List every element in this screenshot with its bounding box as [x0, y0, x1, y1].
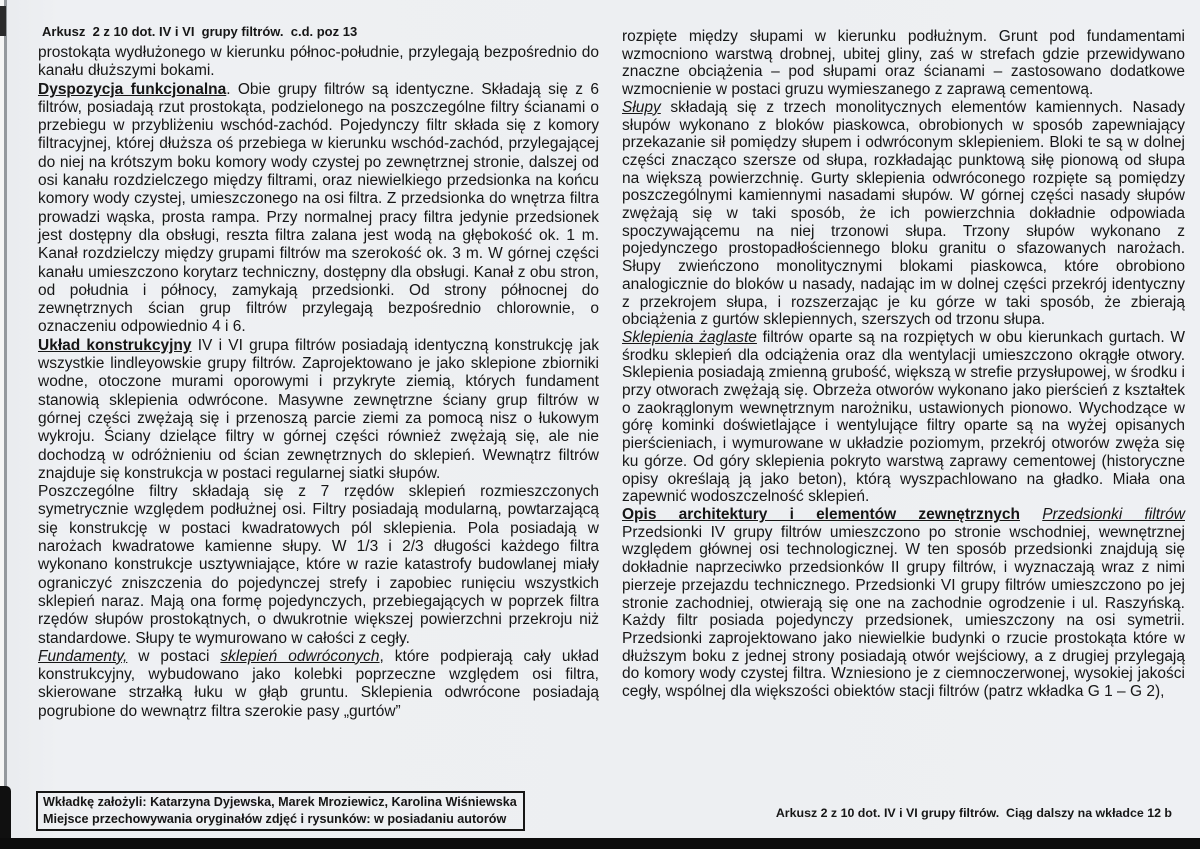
paragraph — [38, 648, 599, 721]
inline-heading: sklepień odwróconych — [220, 647, 380, 665]
body-text: składają się z trzech monolitycznych elementów kamiennych. Nasady słupów wykonano z bloków piaskowca, obrobionych w sposób zapewniający przekazanie sił pomiędzy słupem i odwróconym sklepieniem. Bloki te są w dolnej części znacząco szersze od słupa, rozkładając punktową siłę pionową od słupa na większą powierzchnię. Gurty sklepienia odwróconego rozpięte są pomiędzy poszczególnymi kamiennymi nasadami słupów. W górnej części nasady słupów zwężają się w taki sposób, że ich powierzchnia dokładnie odpowiada spoczywającemu na niej trzonowi słupa. Trzony słupów wykonano z pojedynczego prostopadłościennego bloku granitu o sfazowanych narożach. Słupy zwieńczono monolitycznymi blokami piaskowca, które obrobiono analogicznie do bloków u nasady, nadając im w dolnej części przekrój identyczny z przekrojem słupa, i rozszerzając je ku górze w taki sposób, że zbierają obciążenia z gurtów sklepiennych, szerszych od trzonu słupa. — [622, 98, 1185, 329]
inline-heading: Sklepienia żaglaste — [622, 328, 757, 346]
paragraph — [38, 44, 599, 81]
sheet-footer: Arkusz 2 z 10 dot. IV i VI grupy filtrów. Ciąg dalszy na wkładce 12 b — [775, 806, 1172, 820]
sheet-header: Arkusz 2 z 10 dot. IV i VI grupy filtrów. c.d. poz 13 — [42, 24, 358, 39]
body-text: . Obie grupy filtrów są identyczne. Składają się z 6 filtrów, posiadają rzut prostokąta, podzielonego na poszczególne filtry ścianami o przebiegu w przybliżeniu wschód-zachód. Pojedynczy filtr składa się z komory filtracyjnej, której dłuższa oś przebiega w kierunku wschód-zachód, przylegającej do niej na krótszym boku komory wody czystej po zewnętrznej stronie, dalszej od osi kanału rozdzielczego między filtrami, oraz niewielkiego przedsionka na końcu komory wody czystej, umieszczonego na osi filtra. Z przedsionka do wnętrza filtra prowadzi wąska, prosta rampa. Przy normalnej pracy filtra jedynie przedsionek jest dostępny dla obsługi, reszta filtra zalana jest wodą na głębokość ok. 1 m. Kanał rozdzielczy między grupami filtrów ma szerokość ok. 3 m. W górnej części kanału umieszczono korytarz techniczny, dostępny dla obsługi. Kanał z obu stron, od południa i północy, zamykają przedsionki. Od strony północnej do zewnętrznych ścian grup filtrów przylegają bezpośrednio chlorownie, o oznaczeniu odpowiednio 4 i 6. — [38, 80, 599, 336]
body-text: rozpięte między słupami w kierunku podłużnym. Grunt pod fundamentami wzmocniono warstwą drobnej, ubitej gliny, zaś w strefach gdzie przewidywano znaczne obciążenia – pod słupami oraz ścianami – zastosowano dodatkowe wzmocnienie w postaci gruzu wymieszanego z zaprawą cementową. — [622, 28, 1185, 99]
paragraph — [622, 329, 1185, 506]
scan-edge-line-left — [4, 0, 7, 849]
scan-edge-bottom-bar — [0, 838, 1200, 849]
scan-artifact-top-left — [0, 6, 6, 36]
paragraph — [38, 483, 599, 648]
body-text: Poszczególne filtry składają się z 7 rzędów sklepień rozmieszczonych symetrycznie względem podłużnej osi. Filtry posiadają modularną, powtarzającą się konstrukcję w postaci kwadratowych pól sklepienia. Pola posiadają w narożach kwadratowe kamienne słupy. W 1/3 i 2/3 długości każdego filtra wykonano konstrukcje usztywniające, które w razie katastrofy budowlanej miały ograniczyć zniszczenia do pojedynczej strefy i zapobiec runięciu wszystkich sklepień naraz. Mają ona formę pojedynczych, przebiegających w poprzek filtra rzędów słupów prostokątnych, o dwukrotnie większej powierzchni przekroju niż standardowe. Słupy te wymurowano w całości z cegły. — [38, 483, 599, 647]
body-text: IV i VI grupa filtrów posiadają identyczną konstrukcję jak wszystkie lindleyowskie grupy filtrów. Zaprojektowano je jako sklepione zbiorniki wodne, otoczone murami oporowymi i przykryte ziemią, których fundament stanowią sklepienia odwrócone. Masywne zewnętrzne ściany grup filtrów w górnej części zwężają się i przenoszą parcie ziemi za pomocą nisz o łukowym wykroju. Ściany dzielące filtry w górnej części również zwężają się, ale nie dochodzą w odróżnieniu od ścian zewnętrznych do sklepień. Wewnątrz filtrów znajduje się konstrukcja w postaci regularnej siatki słupów. — [38, 336, 600, 482]
right-column — [622, 28, 1185, 701]
inline-heading: Fundamenty, — [38, 647, 128, 665]
inline-heading: Przedsionki filtrów — [1042, 505, 1185, 523]
body-text: Przedsionki IV grupy filtrów umieszczono po stronie wschodniej, wewnętrznej względem głównej osi technologicznej. W ten sposób przedsionki znajdują się dokładnie naprzeciwko przedsionków II grupy filtrów, i wyznaczają wraz z nimi pierzeje przejazdu technicznego. Przedsionki VI grupy filtrów umieszczono po jej stronie zachodniej, otwierają się one na zachodnie ogrodzenie i ul. Raszyńską. Każdy filtr posiada pojedynczy przedsionek, umieszczony na osi symetrii. Przedsionki zaprojektowano jako niewielkie budynki o rzucie prostokąta które w dłuższym boku z jednej strony posiadają otwór wejściowy, a z drugiej przylegają do komory wody czystej filtra. Wzniesiono je z ciemnoczerwonej, wysokiej jakości cegły, wspólnej dla większości obiektów stacji filtrów (patrz wkładka G 1 – G 2), — [622, 523, 1185, 701]
body-text — [1020, 506, 1042, 523]
inline-heading: Dyspozycja funkcjonalna — [38, 80, 227, 98]
inline-heading: Opis architektury i elementów zewnętrznych — [622, 505, 1020, 523]
authors-line: Wkładkę założyli: Katarzyna Dyjewska, Marek Mroziewicz, Karolina Wiśniewska — [43, 795, 517, 809]
inline-heading: Układ konstrukcyjny — [38, 336, 192, 354]
inline-heading: Słupy — [622, 98, 661, 116]
originals-storage-line: Miejsce przechowywania oryginałów zdjęć i rysunków: w posiadaniu autorów — [43, 811, 507, 826]
body-text: prostokąta wydłużonego w kierunku północ-południe, przylegają bezpośrednio do kanału dłuższymi bokami. — [38, 44, 599, 80]
left-column — [38, 44, 599, 721]
body-text: filtrów oparte są na rozpiętych w obu kierunkach gurtach. W środku sklepień dla odciążenia oraz dla wentylacji umieszczono okrągłe otwory. Sklepienia posiadają zmienną grubość, większą w strefie przysłupowej, w środku i przy otworach zwężają się. Obrzeża otworów wykonano jako pierścień z kształtek o zaokrąglonym wewnętrznym narożniku, ustawionych pionowo. Wychodzące w górę kominki doświetlające i wentylujące filtry oparte są na wyżej opisanych pierścieniach, i wymurowane w układzie poziomym, przekrój otworów zwęża się ku górze. Od góry sklepienia pokryto warstwą zaprawy cementowej (historyczne opisy określają ją jako beton), którą wyszpachlowano na gładko. Miała ona zapewnić wodoszczelność sklepień. — [622, 328, 1186, 506]
body-text: , które podpierają cały układ konstrukcyjny, wybudowano jako kolebki poprzeczne względem osi filtra, skierowane strzałką łuku w głąb gruntu. Sklepienia odwrócone posiadają pogrubione do wewnątrz filtra szerokie pasy „gurtów” — [38, 647, 599, 720]
paragraph — [622, 524, 1185, 701]
body-text: w postaci — [127, 647, 221, 665]
authors-note-box — [36, 791, 525, 831]
paragraph — [38, 81, 599, 337]
paragraph — [622, 28, 1185, 99]
paragraph — [622, 99, 1185, 329]
paragraph — [38, 337, 599, 483]
paragraph — [622, 506, 1185, 524]
